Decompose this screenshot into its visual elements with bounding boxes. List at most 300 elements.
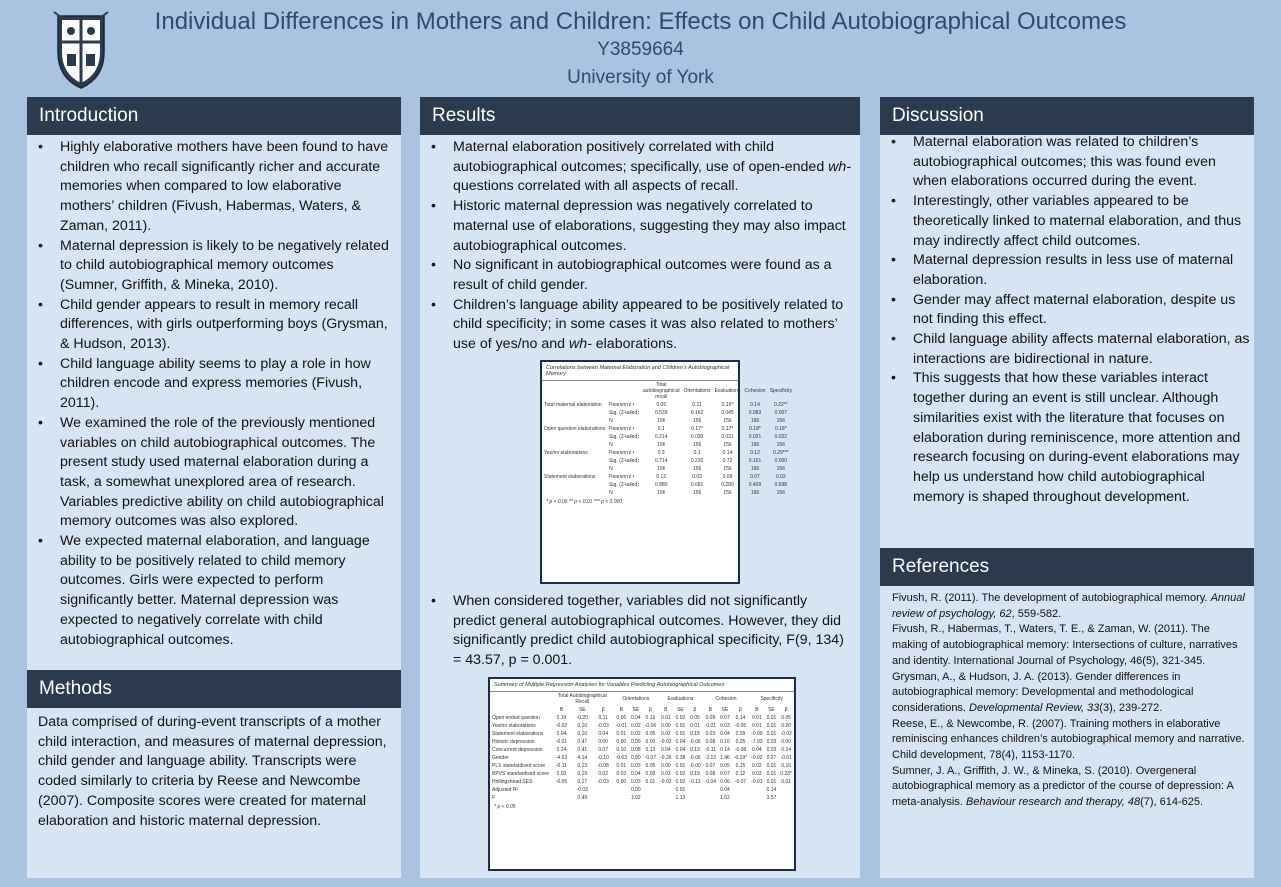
table-row xyxy=(490,778,794,786)
student-id: Y3859664 xyxy=(597,39,684,60)
table-row xyxy=(542,481,794,489)
reference-item: Reese, E., & Newcombe, R. (2007). Training mothers in elaborative reminiscing enhances children’s autobiographical memory and narrative. Child development, 78(4), 1153-1170. xyxy=(892,717,1245,762)
table-cell: 0.41 xyxy=(577,747,588,753)
table-cell: 0.00 xyxy=(616,779,627,785)
table-cell: -7.93 xyxy=(751,739,763,745)
table-cell: 0.007 xyxy=(774,410,788,416)
table-cell xyxy=(687,786,702,794)
table-cell: -0.00 xyxy=(689,763,701,769)
table-cell: Yes/no elaborations xyxy=(492,723,536,729)
table-cell: 0.13 xyxy=(645,747,656,753)
table-cell: 0.01 xyxy=(751,723,762,729)
table-cell: 0.08 xyxy=(705,739,716,745)
table-cell xyxy=(542,433,607,441)
table-cell: 1.62 xyxy=(720,795,730,801)
table-cell: 0.08 xyxy=(705,771,716,777)
table-cell: 0.19 xyxy=(577,771,588,777)
table-cell: N xyxy=(609,490,613,496)
table-cell xyxy=(542,457,607,465)
results-bullet: • Historic maternal depression was negatively correlated to maternal use of elaborations, suggesting they may also impact autobiographical outcomes. xyxy=(420,197,852,256)
table-cell: -0.02 xyxy=(660,779,672,785)
table-cell: 0.01 xyxy=(616,763,627,769)
table-cell: 0.03 xyxy=(766,747,777,753)
table-cell: Pearson's r xyxy=(609,474,635,480)
table-cell: 0.09 xyxy=(735,731,746,737)
table-cell: 0.05 xyxy=(735,739,746,745)
correlation-table xyxy=(540,360,793,584)
table-cell: Open ended question xyxy=(492,715,540,721)
table-cell: 0.031 xyxy=(721,434,734,440)
table-cell xyxy=(703,786,718,794)
table-cell: 0.12 xyxy=(750,450,760,456)
table-cell: 0.00 xyxy=(616,739,627,745)
table-cell: 0.02 xyxy=(660,731,671,737)
table-cell: 0.01 xyxy=(766,779,777,785)
table-row xyxy=(542,409,794,417)
table-cell: 0.19 xyxy=(690,771,700,777)
table-cell xyxy=(551,794,572,802)
table-cell: 0.01 xyxy=(675,787,686,793)
table-cell: 0.01 xyxy=(675,763,686,769)
correlation-table-grid: Total autobiographical recall Orientations Evaluations Cohesion Specificity Total maternal elaboration Pearson's r 0.05 0.11 0.16* 0.14 0.22** Sig. (2-tailed) 0.539 0.162 0.045 0.083 0.007 N 156 156 156 156 156 Open question elaborations Pearson's r 0.1 0.17* 0.17* 0.18* 0.18* Sig. (2-tailed) 0.214 0.030 0.031 0.021 0.022 N 156 156 156 156 156 Yes/no elaborations Pearson's r 0.3 0.1 0.14 0.12 0.29*** Sig. (2-tailed) 0.714 0.220 0.72 0.151 0.000 N 156 156 156 156 156 Statement elaborations Pearson's r 0.12 0.03 0.09 0.07 0.03 Sig. (2-tailed) 0.880 0.681 0.280 0.409 0.698 N 156 156 156 156 156 xyxy=(544,382,793,496)
table-cell: -0.08 xyxy=(734,747,747,753)
table-cell: -0.19* xyxy=(733,755,748,761)
table-cell: 0.20 xyxy=(781,723,792,729)
table-cell: -0.07 xyxy=(734,779,747,785)
table-cell: 0.04 xyxy=(720,787,730,793)
table-cell xyxy=(542,481,607,489)
table-cell: 0.04 xyxy=(630,715,641,721)
table-cell: 0.08 xyxy=(630,747,641,753)
table-cell: Statement elaborations xyxy=(544,474,596,480)
table-subheader: B xyxy=(664,707,668,713)
table-cell xyxy=(749,786,764,794)
methods-heading: Methods xyxy=(27,670,401,708)
table-cell: 0.539 xyxy=(654,410,668,416)
table-cell: Gender xyxy=(492,755,509,761)
table-cell: 156 xyxy=(723,418,732,424)
references-heading: References xyxy=(880,548,1254,586)
table-cell: 0.05 xyxy=(645,731,656,737)
table-cell: -0.03 xyxy=(597,723,609,729)
table-cell: 156 xyxy=(776,418,785,424)
table-cell: 156 xyxy=(657,490,666,496)
table-cell: 0.04 xyxy=(720,731,730,737)
table-cell: 0.162 xyxy=(690,410,704,416)
results-heading: Results xyxy=(420,97,860,135)
table-cell: 0.01 xyxy=(616,731,627,737)
table-cell: BPVS standardised score xyxy=(492,771,549,777)
table-cell: 1.02 xyxy=(630,795,641,801)
table-cell: -0.05 xyxy=(555,779,568,785)
table-row xyxy=(542,465,794,473)
table-cell xyxy=(614,794,629,802)
table-row xyxy=(490,762,794,770)
table-subheader: B xyxy=(619,707,623,713)
table-cell: 0.10 xyxy=(616,747,627,753)
table-cell: 0.00 xyxy=(660,763,671,769)
table-cell: 0.01 xyxy=(766,715,777,721)
table-cell: -0.03 xyxy=(576,787,588,793)
table-cell: 0.880 xyxy=(654,482,668,488)
table-cell: 0.045 xyxy=(721,410,734,416)
table-cell: 0.01 xyxy=(766,771,777,777)
table-cell: 0.16 xyxy=(720,739,730,745)
introduction-bullet: • We expected maternal elaboration, and language ability to be positively related to child memory outcomes. Girls were expected to perform significantly better. Maternal depression was expected to negatively correlate with child autobiographical outcomes. xyxy=(27,532,393,650)
discussion-bullet: • Maternal depression results in less use of maternal elaboration. xyxy=(880,251,1250,290)
table-cell: -0.07 xyxy=(644,755,657,761)
table-cell: 0.09 xyxy=(722,474,733,480)
table-cell: -0.01 xyxy=(751,779,763,785)
table-cell: 0.06 xyxy=(616,715,627,721)
table-cell: 0.03 xyxy=(775,474,786,480)
table-cell: 0.14 xyxy=(722,450,733,456)
table-subheader: β xyxy=(693,707,697,713)
table-group-header: Total Autobiographical Recall xyxy=(557,693,607,705)
table-cell: Sig. (2-tailed) xyxy=(609,458,639,464)
discussion-heading: Discussion xyxy=(880,97,1254,135)
table-cell: 0.1 xyxy=(657,426,665,432)
table-cell xyxy=(593,794,614,802)
table-cell: 0.214 xyxy=(654,434,668,440)
table-cell: 156 xyxy=(657,418,666,424)
table-cell xyxy=(732,786,749,794)
table-cell: 0.13 xyxy=(577,763,588,769)
table-cell: 0.03 xyxy=(766,739,777,745)
table-cell xyxy=(703,794,718,802)
table-cell: 0.04 xyxy=(751,747,762,753)
table-row xyxy=(542,441,794,449)
table-row xyxy=(490,794,794,802)
table-cell: -4.63 xyxy=(555,755,568,761)
table-cell: 0.49 xyxy=(577,795,588,801)
table-cell: 0.698 xyxy=(774,482,788,488)
table-cell: 0.03 xyxy=(720,723,730,729)
table-cell: -0.01 xyxy=(704,723,717,729)
results-list xyxy=(420,138,852,355)
table-cell xyxy=(643,794,658,802)
table-cell: 0.29*** xyxy=(773,450,789,456)
table-cell: 0.02 xyxy=(751,763,762,769)
table-cell xyxy=(749,794,764,802)
table-subheader: B xyxy=(755,707,759,713)
table-cell: 0.22** xyxy=(774,402,788,408)
table-cell: 0.01 xyxy=(766,763,777,769)
table-cell: 0.03 xyxy=(616,771,627,777)
table-cell: 0.3 xyxy=(657,450,665,456)
table-cell: -0.11 xyxy=(689,779,701,785)
table-cell: 0.09 xyxy=(645,771,656,777)
table-cell: 0.12 xyxy=(735,771,746,777)
table-row xyxy=(542,417,794,425)
reference-item: Grysman, A., & Hudson, J. A. (2013). Gender differences in autobiographical memory: Developmental and methodological considerations. Developmental Review, 33(3), 239-272. xyxy=(892,670,1194,714)
discussion-bullet: • This suggests that how these variables interact together during an event is still unclear. Although similarities exist with the literature that focuses on elaboration during reminiscence, more attention and research focusing on during-event elaborations may help us understand how child autobiographical memory is shaped throughout development. xyxy=(880,369,1250,507)
table-cell: Historic depression xyxy=(492,739,535,745)
introduction-bullet: • Child gender appears to result in memory recall differences, with girls outperforming boys (Grysman, & Hudson, 2013). xyxy=(27,296,393,355)
table-cell: 0.07 xyxy=(720,715,730,721)
table-cell: -0.10 xyxy=(597,755,609,761)
table-row xyxy=(542,457,794,465)
introduction-bullet: • Child language ability seems to play a role in how children encode and express memories (Fivush, 2011). xyxy=(27,355,393,414)
table-subheader: β xyxy=(739,707,742,713)
table-cell: Sig. (2-tailed) xyxy=(609,434,639,440)
table-cell: 0.01 xyxy=(675,723,686,729)
table-cell: 0.17 xyxy=(577,779,588,785)
table-cell: 156 xyxy=(692,466,702,472)
table-cell: 0.11 xyxy=(598,715,608,721)
poster-title: Individual Differences in Mothers and Children: Effects on Child Autobiographical Outcomes xyxy=(154,8,1127,35)
table-cell: 0.000 xyxy=(774,458,788,464)
table-cell: -0.26 xyxy=(660,755,672,761)
table-cell: -3.13 xyxy=(704,755,717,761)
discussion-list xyxy=(880,133,1250,507)
table-cell: 156 xyxy=(723,442,732,448)
table-cell: -0.06 xyxy=(644,723,657,729)
discussion-bullet: • Gender may affect maternal elaboration, despite us not finding this effect. xyxy=(880,291,1250,330)
table-row xyxy=(490,754,794,762)
table-cell xyxy=(542,417,607,425)
table-cell: 156 xyxy=(750,490,760,496)
table-cell: 156 xyxy=(657,442,666,448)
table-cell: 0.80 xyxy=(630,755,641,761)
table-cell: 0.03 xyxy=(751,771,762,777)
table-cell: 0.03 xyxy=(692,474,702,480)
table-cell: -0.04 xyxy=(704,779,717,785)
table-cell: 0.00 xyxy=(781,739,792,745)
table-cell: 0.15 xyxy=(735,763,746,769)
discussion-bullet: • Maternal elaboration was related to children’s autobiographical outcomes; this was found even when elaborations occurred during the event. xyxy=(880,133,1250,192)
table-cell: 0.01 xyxy=(675,731,686,737)
table-cell: 156 xyxy=(723,466,732,472)
table-cell: 0.05 xyxy=(690,715,700,721)
table-cell: 0.714 xyxy=(654,458,668,464)
table-cell: 0.14 xyxy=(720,747,730,753)
table-cell: 0.083 xyxy=(748,410,762,416)
table-cell: 0.72 xyxy=(722,458,733,464)
table-cell: 0.00 xyxy=(598,739,608,745)
table-cell: 0.409 xyxy=(748,482,762,488)
table-subheader: β xyxy=(784,707,788,713)
results-bullet: • When considered together, variables did not significantly predict general autobiographical outcomes. However, they did significantly predict child autobiographical specificity, F(9, 134) = 43.57, p = 0.001. xyxy=(420,592,852,671)
regression-table-note: * p < 0.05 xyxy=(494,804,516,810)
table-row xyxy=(490,746,794,754)
table-row xyxy=(490,786,794,794)
university-name: University of York xyxy=(567,67,714,88)
table-cell: Sig. (2-tailed) xyxy=(609,410,639,416)
table-cell xyxy=(542,409,607,417)
table-cell: -0.05 xyxy=(734,723,747,729)
table-cell: 0.02 xyxy=(598,771,608,777)
table-subheader: β xyxy=(648,707,652,713)
table-cell: 0.151 xyxy=(748,458,762,464)
table-cell: 156 xyxy=(776,490,785,496)
table-cell: -0.63 xyxy=(615,755,627,761)
table-cell: 0.17* xyxy=(721,426,734,432)
table-cell: -0.02 xyxy=(555,723,568,729)
table-cell: -0.01 xyxy=(615,723,627,729)
table-cell: Hollingshead SES xyxy=(492,779,533,785)
discussion-bullet: • Child language ability affects maternal elaboration, as interactions are bidirectional in nature. xyxy=(880,330,1250,369)
table-cell xyxy=(778,786,794,794)
table-cell: Adjusted R² xyxy=(492,787,519,793)
table-cell: 0.24 xyxy=(556,747,567,753)
table-cell xyxy=(614,786,629,794)
table-cell: -0.03 xyxy=(597,779,609,785)
table-cell: Statement elaborations xyxy=(492,731,544,737)
table-cell: 0.19 xyxy=(556,715,567,721)
table-cell: 0.05 xyxy=(645,763,656,769)
table-cell: 0.06 xyxy=(720,779,730,785)
table-cell: 0.14 xyxy=(750,402,760,408)
table-cell: 0.00 xyxy=(630,787,641,793)
table-cell: 0.47 xyxy=(577,739,588,745)
table-cell: 0.01 xyxy=(660,715,671,721)
table-cell: 0.14 xyxy=(766,787,777,793)
table-cell: 0.38 xyxy=(675,755,686,761)
table-cell: 0.03 xyxy=(705,731,716,737)
table-cell: 0.00 xyxy=(660,723,671,729)
introduction-list xyxy=(27,138,393,650)
table-cell xyxy=(593,786,614,794)
table-cell: 0.13 xyxy=(690,747,700,753)
table-cell xyxy=(658,794,673,802)
correlation-table-caption: Correlations between Maternal Elaboration and Children’s Autobiographical Memory xyxy=(542,362,738,381)
table-group-header: Orientations xyxy=(622,696,650,702)
table-row xyxy=(542,449,794,457)
table-cell: Pearson's r xyxy=(609,426,635,432)
table-cell xyxy=(551,786,572,794)
table-subheader: B xyxy=(559,707,564,713)
table-cell: 0.18 xyxy=(690,731,700,737)
table-cell: Sig. (2-tailed) xyxy=(609,482,639,488)
table-cell: 0.07 xyxy=(720,771,730,777)
table-cell: Total maternal elaboration xyxy=(544,402,602,408)
table-cell: -0.20 xyxy=(576,715,588,721)
table-cell: 0.02 xyxy=(675,779,686,785)
table-group-header: Cohesion xyxy=(715,696,737,702)
table-cell: 156 xyxy=(692,418,702,424)
table-cell: 0.12 xyxy=(656,474,667,480)
table-cell: N xyxy=(609,466,613,472)
table-cell: 0.04 xyxy=(660,747,671,753)
table-cell: 0.05 xyxy=(656,402,667,408)
table-cell: 0.14 xyxy=(781,747,792,753)
table-cell: 0.681 xyxy=(690,482,704,488)
regression-table-grid xyxy=(490,692,794,802)
table-cell: -0.06 xyxy=(689,739,701,745)
table-cell: -0.11 xyxy=(704,747,716,753)
table-cell: Open question elaborations xyxy=(544,426,606,432)
table-cell: 1.13 xyxy=(675,795,686,801)
table-cell: 0.00 xyxy=(645,739,656,745)
table-cell: 156 xyxy=(723,490,732,496)
table-cell: -0.02 xyxy=(660,739,672,745)
table-cell: 4.14 xyxy=(577,755,588,761)
table-cell: -0.01 xyxy=(780,755,792,761)
correlation-table-note: * p < 0.05 ** p < 0.01 *** p < 0.000 xyxy=(546,499,623,505)
table-cell: 0.01 xyxy=(751,715,762,721)
table-cell: 0.03 xyxy=(630,763,641,769)
table-cell: 3.57 xyxy=(766,795,777,801)
table-subheader: B xyxy=(708,707,713,713)
table-cell: 1.46 xyxy=(720,755,730,761)
table-cell: 0.09 xyxy=(630,739,641,745)
table-cell: 0.17* xyxy=(691,426,703,432)
table-cell: 0.02 xyxy=(630,731,641,737)
table-row xyxy=(542,489,794,497)
introduction-bullet: • Highly elaborative mothers have been found to have children who recall significantly richer and accurate memories when compared to low elaborative mothers’ children (Fivush, Habermas, Waters, & Zaman, 2011). xyxy=(27,138,393,237)
table-cell: PLS standardised score xyxy=(492,763,546,769)
regression-table xyxy=(488,677,796,871)
table-cell: -0.01 xyxy=(555,739,568,745)
table-cell xyxy=(732,794,749,802)
introduction-bullet: • We examined the role of the previously mentioned variables on child autobiographical outcomes. The present study used maternal elaboration during a task, a somewhat unexplored area of research. Variables predictive ability on child autobiographical memory outcomes was also explored. xyxy=(27,414,393,532)
table-cell: 0.23* xyxy=(780,771,792,777)
introduction-heading: Introduction xyxy=(27,97,401,135)
table-cell: 0.18* xyxy=(749,426,761,432)
table-cell: 0.03 xyxy=(660,771,671,777)
table-row xyxy=(490,738,794,746)
results-list-bottom xyxy=(420,592,852,671)
table-cell: 0.01 xyxy=(690,723,700,729)
table-cell: 156 xyxy=(750,418,760,424)
table-cell: -0.11 xyxy=(555,763,567,769)
table-cell: Yes/no elaborations xyxy=(544,450,588,456)
table-cell xyxy=(542,489,607,497)
table-cell: 0.10 xyxy=(577,723,588,729)
table-cell: 0.220 xyxy=(690,458,704,464)
table-cell: 0.021 xyxy=(748,434,762,440)
table-cell: 0.022 xyxy=(774,434,788,440)
table-row xyxy=(490,770,794,778)
table-group-header: Specificity xyxy=(760,696,783,702)
reference-item: Fivush, R. (2011). The development of autobiographical memory. Annual review of psychology, 62, 559-582. xyxy=(892,592,1245,620)
reference-item: Fivush, R., Habermas, T., Waters, T. E., & Zaman, W. (2011). The making of autobiographical memory: Intersections of culture, narratives and identity. International Journal of Psychology, 46(5), 321-345. xyxy=(892,623,1238,667)
table-cell: 156 xyxy=(776,442,785,448)
table-cell: -0.00 xyxy=(751,731,763,737)
table-cell xyxy=(658,786,673,794)
table-cell: 0.280 xyxy=(721,482,734,488)
table-cell: 0.11 xyxy=(692,402,702,408)
table-cell xyxy=(778,794,794,802)
results-bullet: • Maternal elaboration positively correlated with child autobiographical outcomes; specifically, use of open-ended wh- questions correlated with all aspects of recall. xyxy=(420,138,852,197)
results-bullet: • No significant in autobiographical outcomes were found as a result of child gender. xyxy=(420,256,852,295)
table-cell: 0.01 xyxy=(766,723,777,729)
table-cell: 0.04 xyxy=(630,771,641,777)
table-cell: 0.07 xyxy=(598,747,608,753)
table-cell: 0.18* xyxy=(774,426,787,432)
regression-table-caption: Summary of Multiple Regression Analyses for Variables Predicting Autobiographical Outcomes xyxy=(490,679,794,692)
table-cell: 0.04 xyxy=(598,731,608,737)
table-cell: 0.09 xyxy=(705,715,716,721)
table-cell xyxy=(542,441,607,449)
table-subheader: SE xyxy=(721,707,729,713)
discussion-bullet: • Interestingly, other variables appeared to be theoretically linked to maternal elaboration, and thus may indirectly affect child outcomes. xyxy=(880,192,1250,251)
results-bullet: • Children’s language ability appeared to be positively related to child specificity; in some cases it was also related to mothers’ use of yes/no and wh- elaborations. xyxy=(420,296,852,355)
table-cell: 0.05 xyxy=(781,715,792,721)
table-cell: -0.06 xyxy=(689,755,701,761)
table-cell xyxy=(643,786,658,794)
table-row xyxy=(542,401,794,409)
table-subheader: SE xyxy=(632,707,640,713)
introduction-bullet: • Maternal depression is likely to be negatively related to child autobiographical memory outcomes (Sumner, Griffith, & Mineka, 2010). xyxy=(27,237,393,296)
table-subheader: SE xyxy=(578,707,586,713)
table-cell: 0.27 xyxy=(766,755,777,761)
table-cell: 0.07 xyxy=(750,474,760,480)
table-cell: 0.14 xyxy=(735,715,746,721)
table-cell: 0.04 xyxy=(675,739,686,745)
table-cell: 0.02 xyxy=(675,715,686,721)
